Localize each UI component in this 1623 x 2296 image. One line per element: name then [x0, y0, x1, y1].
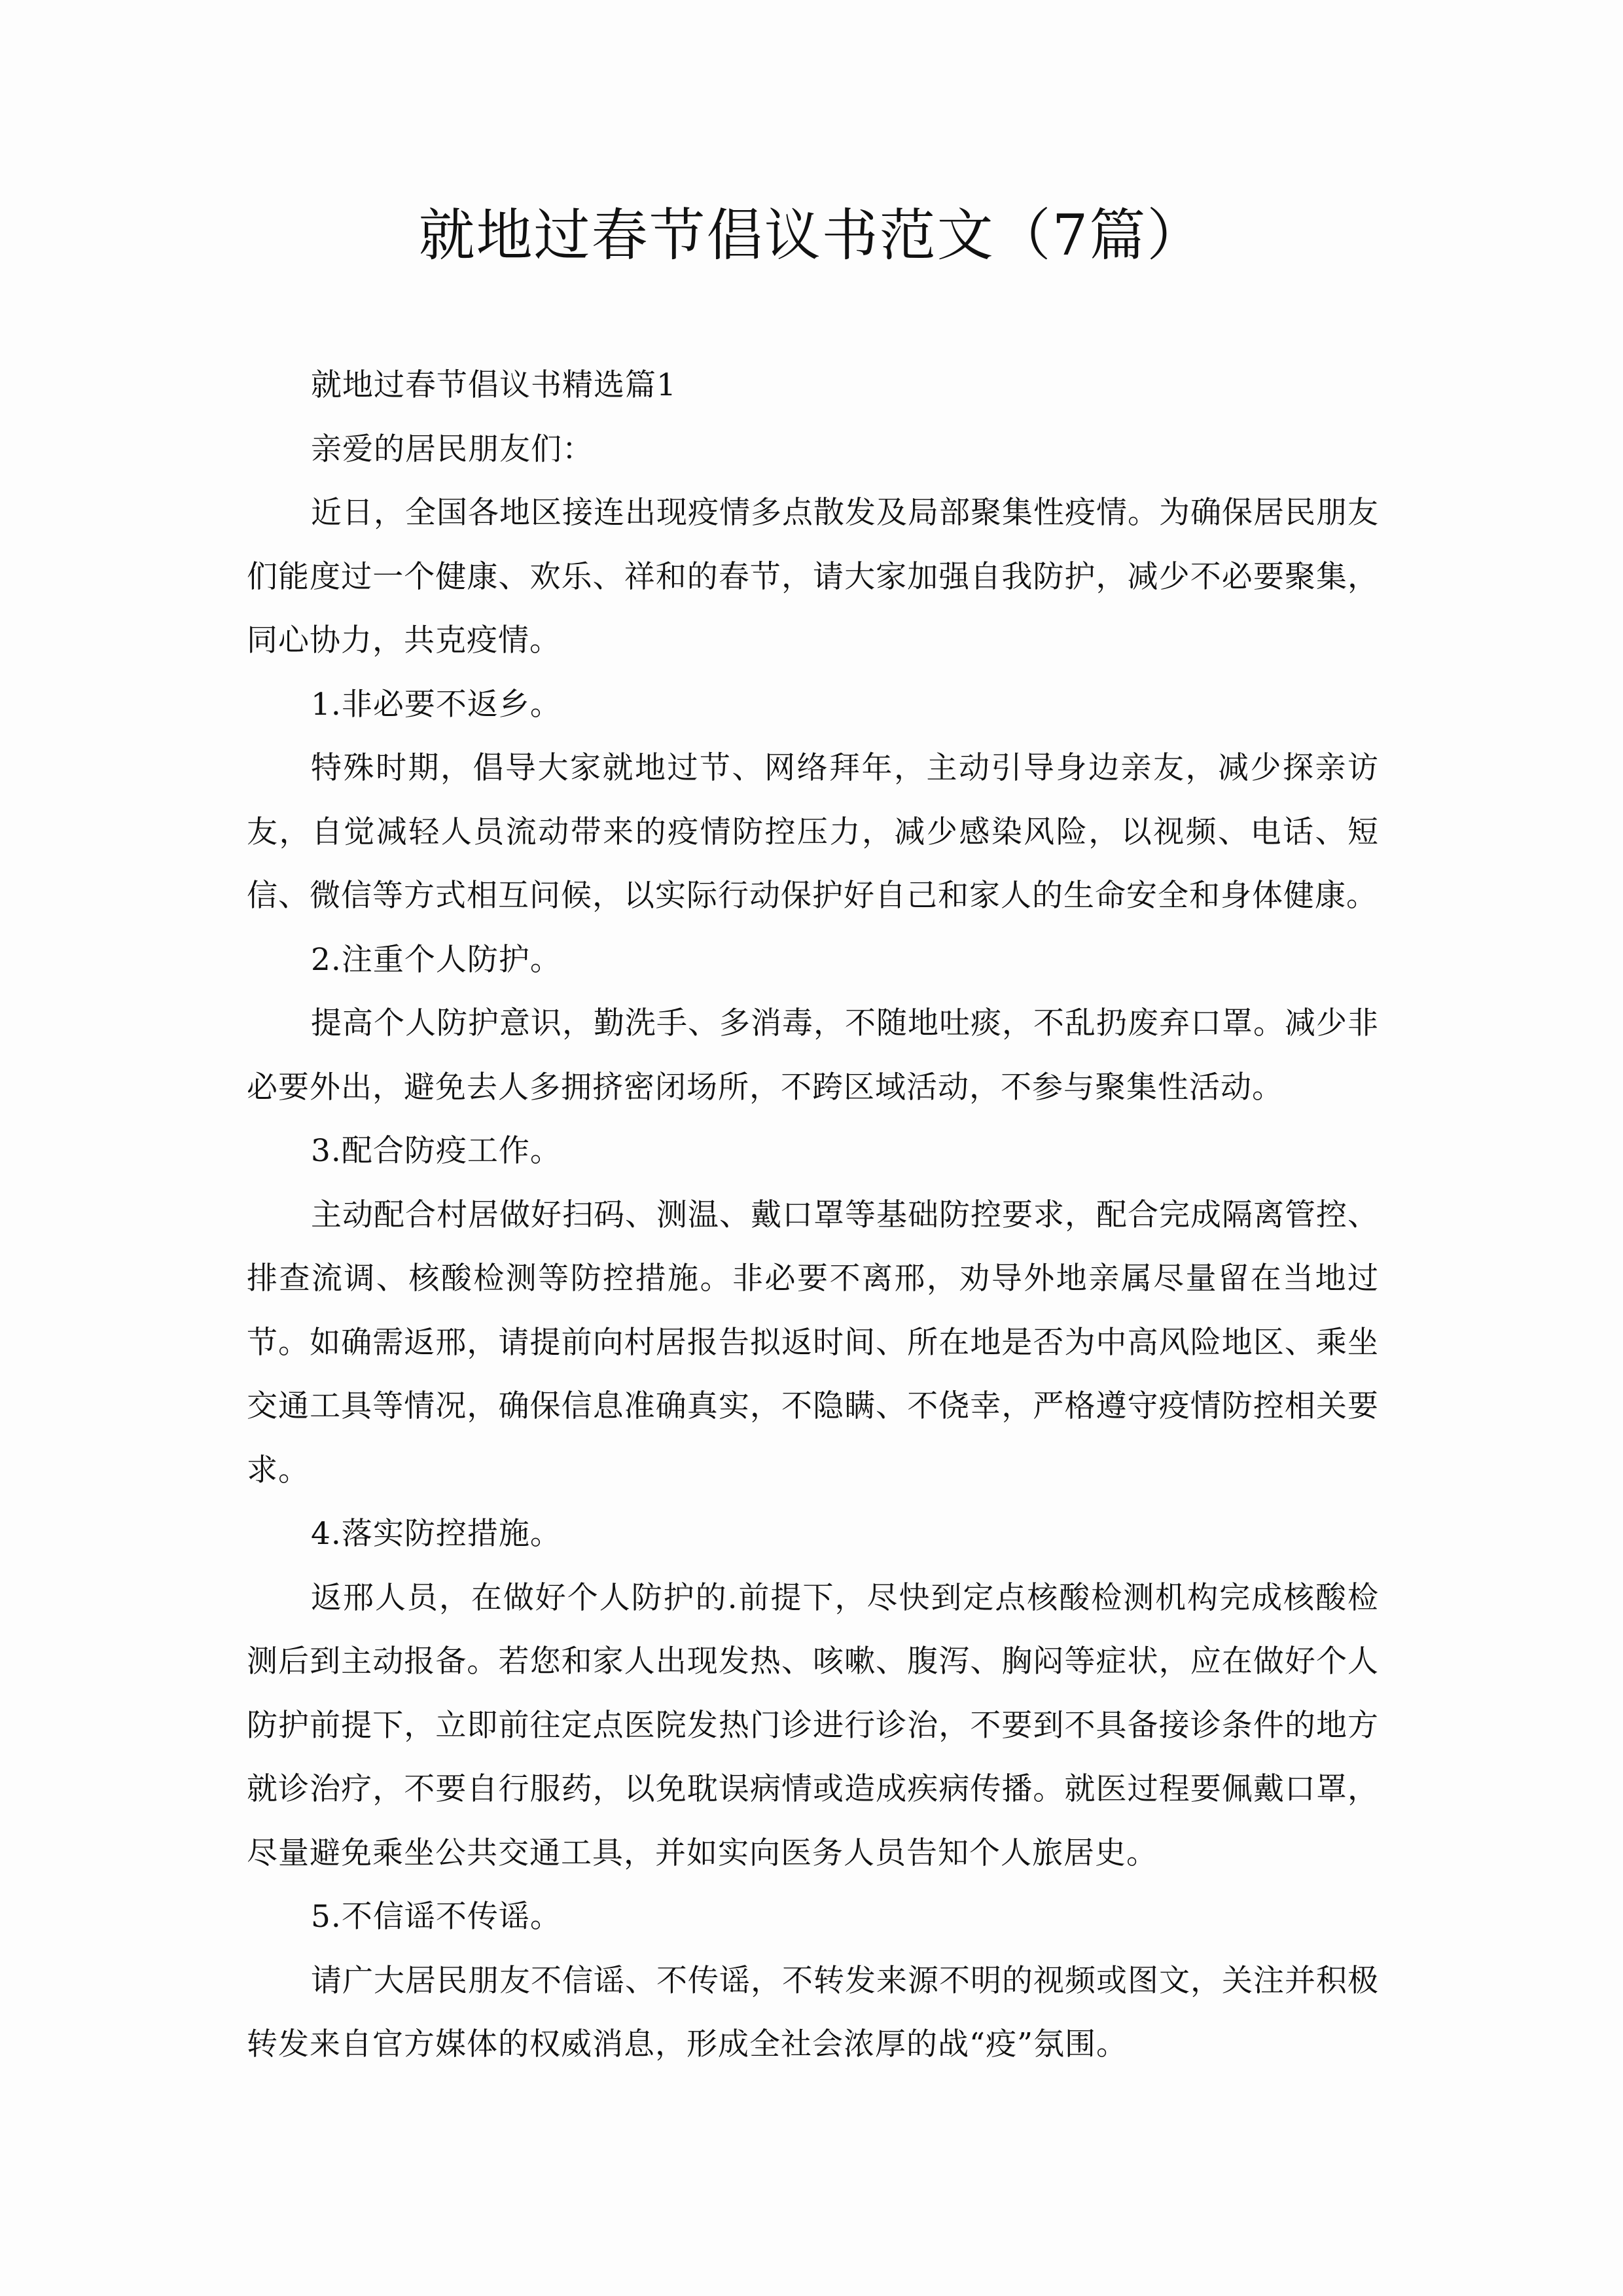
item-body-2: 提高个人防护意识，勤洗手、多消毒，不随地吐痰，不乱扔废弃口罩。减少非必要外出，避免去人多拥挤密闭场所，不跨区域活动，不参与聚集性活动。	[247, 1005, 1379, 1105]
intro-paragraph: 近日，全国各地区接连出现疫情多点散发及局部聚集性疫情。为确保居民朋友们能度过一个健康、欢乐、祥和的春节，请大家加强自我防护，减少不必要聚集，同心协力，共克疫情。	[247, 495, 1379, 658]
salutation: 亲爱的居民朋友们：	[311, 431, 594, 467]
item-heading-5: 5.不信谣不传谣。	[311, 1899, 562, 1935]
item-body-5: 请广大居民朋友不信谣、不传谣，不转发来源不明的视频或图文，关注并积极转发来自官方媒体的权威消息，形成全社会浓厚的战“疫”氛围。	[247, 1962, 1379, 2062]
item-body-3: 主动配合村居做好扫码、测温、戴口罩等基础防控要求，配合完成隔离管控、排查流调、核酸检测等防控措施。非必要不离邢，劝导外地亲属尽量留在当地过节。如确需返邢，请提前向村居报告拟返时间、所在地是否为中高风险地区、乘坐交通工具等情况，确保信息准确真实，不隐瞒、不侥幸，严格遵守疫情防控相关要求。	[247, 1196, 1379, 1488]
item-body-1: 特殊时期，倡导大家就地过节、网络拜年，主动引导身边亲友，减少探亲访友，自觉减轻人员流动带来的疫情防控压力，减少感染风险，以视频、电话、短信、微信等方式相互问候，以实际行动保护好自己和家人的生命安全和身体健康。	[247, 750, 1379, 914]
item-heading-4: 4.落实防控措施。	[311, 1516, 562, 1552]
item-heading-3: 3.配合防疫工作。	[311, 1133, 562, 1169]
document-title: 就地过春节倡议书范文（7篇）	[418, 203, 1205, 268]
item-heading-2: 2.注重个人防护。	[311, 941, 562, 978]
document-body	[247, 353, 1379, 2077]
section-heading: 就地过春节倡议书精选篇1	[311, 367, 677, 403]
item-body-4: 返邢人员，在做好个人防护的.前提下，尽快到定点核酸检测机构完成核酸检测后到主动报备。若您和家人出现发热、咳嗽、腹泻、胸闷等症状，应在做好个人防护前提下，立即前往定点医院发热门诊进行诊治，不要到不具备接诊条件的地方就诊治疗，不要自行服药，以免耽误病情或造成疾病传播。就医过程要佩戴口罩，尽量避免乘坐公共交通工具，并如实向医务人员告知个人旅居史。	[247, 1579, 1379, 1871]
item-heading-1: 1.非必要不返乡。	[311, 686, 562, 723]
